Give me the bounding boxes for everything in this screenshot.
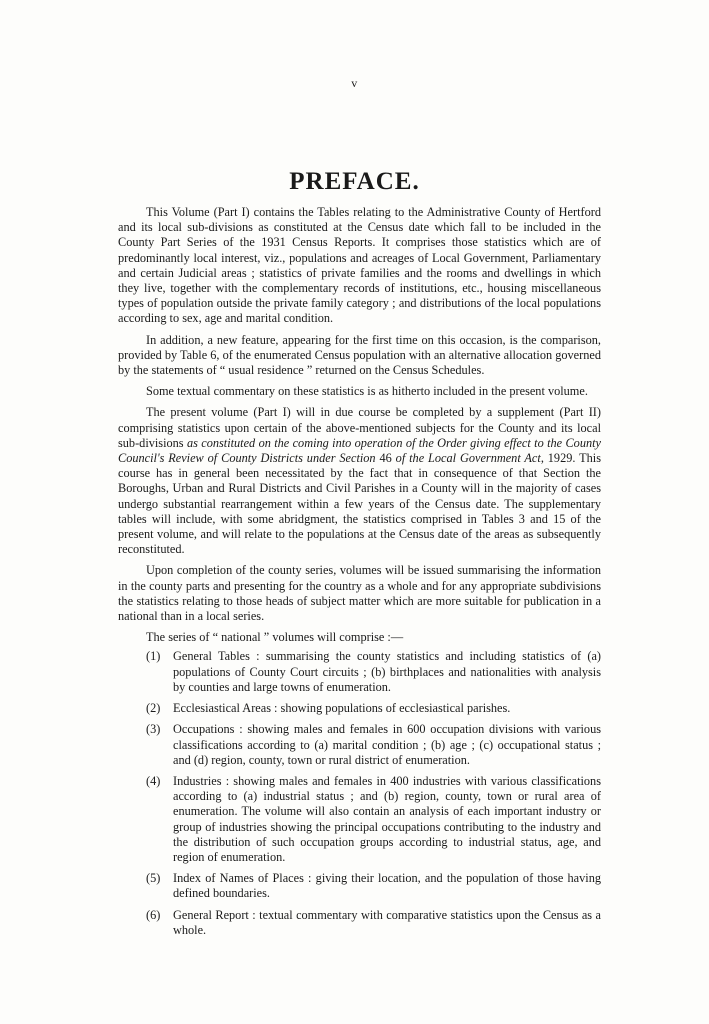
paragraph-2: In addition, a new feature, appearing for the first time on this occasion, is the comparison, provided by Table 6, of the enumerated Census population with an alternative allocation governed by the statements of “ usual residence ” returned on the Census Schedules. <box>118 332 601 378</box>
paragraph-4 <box>118 405 601 557</box>
list-item-text: Ecclesiastical Areas : showing populations of ecclesiastical parishes. <box>173 701 511 716</box>
page-number: v <box>351 76 358 90</box>
list-item-number: (1) <box>146 649 161 664</box>
paragraph-4-part-c: 46 <box>375 451 396 466</box>
list-item-number: (3) <box>146 722 161 737</box>
list-item-text: General Tables : summarising the county statistics and including statistics of (a) populations of County Court circuits ; (b) birthplaces and nationalities with analysis by counties and large towns of enumeration. <box>173 649 601 694</box>
paragraph-4-part-a: The present volume (Part I) will in due course be completed by a supplement (Part II) comprising statistics upon certain of the above-mentioned subjects for the County and its local sub-divisions <box>118 405 601 450</box>
national-volumes-list <box>118 649 601 937</box>
list-item-text: Index of Names of Places : giving their location, and the population of those having defined boundaries. <box>173 871 601 901</box>
list-item-number: (6) <box>146 907 161 922</box>
paragraph-3: Some textual commentary on these statistics is as hitherto included in the present volume. <box>146 384 588 399</box>
list-item-text: General Report : textual commentary with comparative statistics upon the Census as a whole. <box>173 907 601 937</box>
list-item <box>118 774 601 865</box>
list-item-number: (5) <box>146 871 161 886</box>
preface-body <box>118 205 601 944</box>
paragraph-1: This Volume (Part I) contains the Tables relating to the Administrative County of Hertford and its local sub-divisions as constituted at the Census date which fall to be included in the County Part Series of the 1931 Census Reports. It comprises those statistics which are of predominantly local interest, viz., populations and acreages of Local Government, Parliamentary and certain Judicial areas ; statistics of private families and the rooms and dwellings in which they live, together with the complementary records of institutions, etc., housing miscellaneous types of population outside the private family category ; and distributions of the local populations according to sex, age and marital condition. <box>118 205 601 326</box>
list-item-text: Occupations : showing males and females in 600 occupation divisions with various classifications according to (a) marital condition ; (b) age ; (c) occupational status ; and (d) region, county, town or rural district of enumeration. <box>173 722 601 767</box>
paragraph-4-part-e: , 1929. This course has in general been necessitated by the fact that in consequence of that Section the Boroughs, Urban and Rural Districts and Civil Parishes in a County will in the majority of cases undergo substantial rearrangement within a few years of the Census date. The supplementary tables will include, with some abridgment, the statistics comprised in Tables 3 and 15 of the present volume, and will relate to the populations at the Census date of the areas as subsequently reconstituted. <box>118 451 601 557</box>
page-title: PREFACE. <box>289 168 420 195</box>
list-item <box>118 908 601 938</box>
list-item-number: (2) <box>146 701 161 716</box>
list-item <box>118 649 601 695</box>
paragraph-6: The series of “ national ” volumes will comprise :— <box>146 630 404 645</box>
list-item <box>118 722 601 768</box>
paragraph-4-italic-a: as constituted on the coming into operation of the Order giving effect to the County Council's Review of County Districts under Section <box>118 435 601 466</box>
paragraph-5: Upon completion of the county series, volumes will be issued summarising the information in the county parts and presenting for the country as a whole and for any appropriate subdivisions the statistics relating to those heads of subject matter which are more suitable for publication in a national than in a local series. <box>118 563 601 624</box>
paragraph-4-italic-b: of the Local Government Act <box>395 451 541 466</box>
list-item-number: (4) <box>146 773 161 788</box>
list-item <box>118 871 601 901</box>
list-item <box>118 701 601 716</box>
list-item-text: Industries : showing males and females in 400 industries with various classifications according to (a) industrial status ; and (b) region, county, town or rural area of enumeration. The volume will also contain an analysis of each important industry or group of industries showing the principal occupations contributing to the industry and the distribution of such occupation groups according to industrial status, age, and region of enumeration. <box>173 773 601 864</box>
